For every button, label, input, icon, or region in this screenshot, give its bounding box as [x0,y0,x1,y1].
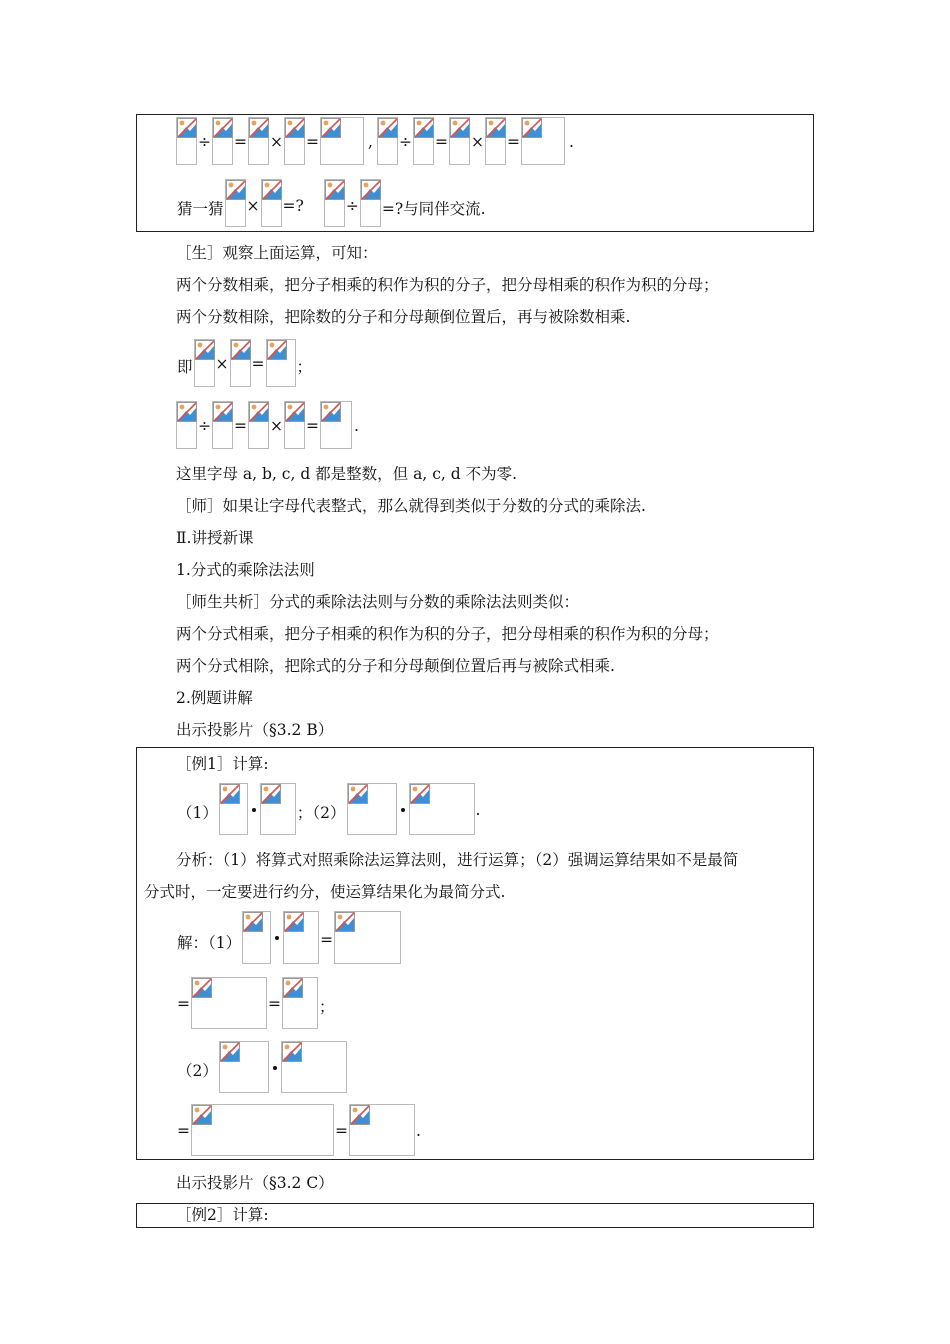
times-sign: × [246,197,260,215]
broken-image-icon [248,401,269,449]
broken-image-glyph [220,784,240,804]
broken-image-icon [324,179,345,227]
broken-image-icon [284,117,305,165]
broken-image-icon [377,117,398,165]
broken-image-glyph [283,978,303,998]
solution-label: 解：（1） [177,934,242,952]
broken-image-icon [242,911,271,964]
broken-image-icon [320,401,352,449]
broken-image-glyph [414,118,434,138]
broken-image-icon [360,179,381,227]
times-sign: × [470,133,484,151]
ji-label: 即 [177,358,193,376]
broken-image-glyph [261,784,281,804]
broken-image-icon [485,117,506,165]
slide-caption-c: 出示投影片（§3.2 C） [176,1174,334,1192]
problem-1-label: （1） [177,804,218,822]
formula-row-1 [176,117,575,165]
broken-image-icon [281,1041,347,1093]
period: . [475,801,481,819]
teacher-remark: ［师］如果让字母代表整式，那么就得到类似于分数的分式的乘除法. [176,497,646,515]
broken-image-icon [282,977,318,1029]
broken-image-glyph [285,402,305,422]
fraction-divide-rule: 两个分数相除，把除数的分子和分母颠倒位置后，再与被除数相乘. [176,308,631,326]
broken-image-icon [219,783,248,835]
multiply-dot [275,936,279,940]
subheading-rules: 1.分式的乘除法法则 [176,561,315,579]
broken-image-glyph [249,402,269,422]
period: . [416,1122,421,1140]
broken-image-glyph [267,340,287,360]
broken-image-icon [219,1041,269,1093]
broken-image-glyph [335,912,355,932]
broken-image-glyph [284,912,304,932]
broken-image-icon [225,179,246,227]
broken-image-icon [248,117,269,165]
period: . [568,133,574,151]
formula-row-guess [176,179,487,227]
broken-image-icon [521,117,565,165]
broken-image-glyph [213,402,233,422]
broken-image-icon [261,179,282,227]
broken-image-glyph [195,340,215,360]
broken-image-icon [176,401,197,449]
equals-sign: = [306,417,319,435]
broken-image-glyph [285,118,305,138]
divide-sign: ÷ [398,133,412,151]
broken-image-glyph [192,1105,212,1125]
broken-image-glyph [192,978,212,998]
multiply-dot [401,808,405,812]
times-sign: × [270,133,283,151]
divide-sign: ÷ [198,417,211,435]
student-observation: ［生］观察上面运算，可知： [176,244,378,262]
solution-2-label: （2） [177,1062,218,1080]
broken-image-icon [347,783,397,835]
times-sign: × [215,355,229,373]
slide-caption-b: 出示投影片（§3.2 B） [176,721,334,739]
broken-image-icon [334,911,401,964]
equals-sign: = [434,133,448,151]
broken-image-glyph [282,1042,302,1062]
broken-image-glyph [486,118,506,138]
guess-question-1: =? [282,197,304,215]
equals-sign: = [234,417,247,435]
divide-sign: ÷ [345,197,359,215]
broken-image-icon [212,401,233,449]
broken-image-glyph [243,912,263,932]
equals-sign: = [506,133,520,151]
equals-sign: = [335,1122,348,1140]
equals-sign: = [306,133,319,151]
solution-2-line-2 [176,1104,422,1156]
broken-image-glyph [177,402,197,422]
broken-image-glyph [361,180,381,200]
equals-sign: = [268,995,281,1013]
section-heading-new-lesson: Ⅱ.讲授新课 [176,529,254,547]
solution-1-line-1 [176,911,401,964]
broken-image-icon [284,401,305,449]
broken-image-glyph [321,118,341,138]
guess-label: 猜一猜 [177,200,224,218]
broken-image-icon [212,117,233,165]
broken-image-glyph [226,180,246,200]
broken-image-icon [191,1104,334,1156]
analysis-line-1: 分析：（1）将算式对照乘除法运算法则，进行运算；（2）强调运算结果如不是最简 [176,851,739,869]
broken-image-icon [191,977,267,1029]
semicolon: ； [319,998,335,1016]
expression-divide-rule: 两个分式相除，把除式的分子和分母颠倒位置后再与被除式相乘. [176,657,615,675]
equals-sign: = [177,1122,190,1140]
broken-image-icon [194,339,215,387]
broken-image-icon [283,911,319,964]
guess-question-2: =?与同伴交流. [381,200,486,218]
broken-image-glyph [231,340,251,360]
multiply-dot [273,1066,277,1070]
times-sign: × [270,417,283,435]
divide-sign: ÷ [198,133,211,151]
broken-image-glyph [220,1042,240,1062]
broken-image-icon [349,1104,415,1156]
letters-note: 这里字母 a, b, c, d 都是整数，但 a, c, d 不为零. [176,465,518,483]
formula-divide [176,401,360,449]
multiply-dot [252,808,256,812]
broken-image-icon [230,339,251,387]
broken-image-icon [260,783,296,835]
broken-image-glyph [522,118,542,138]
equals-sign: = [320,931,334,949]
formula-multiply [176,339,313,387]
example-2-title: ［例2］计算: [176,1206,269,1224]
broken-image-glyph [410,784,430,804]
expression-multiply-rule: 两个分式相乘，把分子相乘的积作为积的分子，把分母相乘的积作为积的分母； [176,625,719,643]
period: . [354,417,359,435]
broken-image-icon [409,783,475,835]
equals-sign: = [251,355,265,373]
broken-image-icon [176,117,197,165]
broken-image-glyph [213,118,233,138]
broken-image-glyph [321,402,341,422]
separator: , [368,133,373,151]
broken-image-icon [320,117,364,165]
broken-image-glyph [378,118,398,138]
broken-image-icon [266,339,296,387]
semicolon: ； [296,358,313,376]
fraction-multiply-rule: 两个分数相乘，把分子相乘的积作为积的分子，把分母相乘的积作为积的分母； [176,276,719,294]
broken-image-glyph [177,118,197,138]
example-1-problems [176,783,481,835]
broken-image-glyph [450,118,470,138]
broken-image-glyph [262,180,282,200]
analysis-line-2: 分式时，一定要进行约分，使运算结果化为最简分式. [144,883,506,901]
equals-sign: = [177,995,190,1013]
solution-1-line-2 [176,977,336,1029]
example-1-title: ［例1］计算: [176,755,269,773]
solution-2-line-1 [176,1041,347,1093]
broken-image-glyph [325,180,345,200]
problem-separator: ；（2） [296,804,346,822]
subheading-examples: 2.例题讲解 [176,689,253,707]
broken-image-glyph [249,118,269,138]
broken-image-icon [413,117,434,165]
broken-image-glyph [350,1105,370,1125]
equals-sign: = [234,133,247,151]
broken-image-glyph [348,784,368,804]
broken-image-icon [449,117,470,165]
joint-analysis: ［师生共析］分式的乘除法法则与分数的乘除法法则类似： [176,593,580,611]
